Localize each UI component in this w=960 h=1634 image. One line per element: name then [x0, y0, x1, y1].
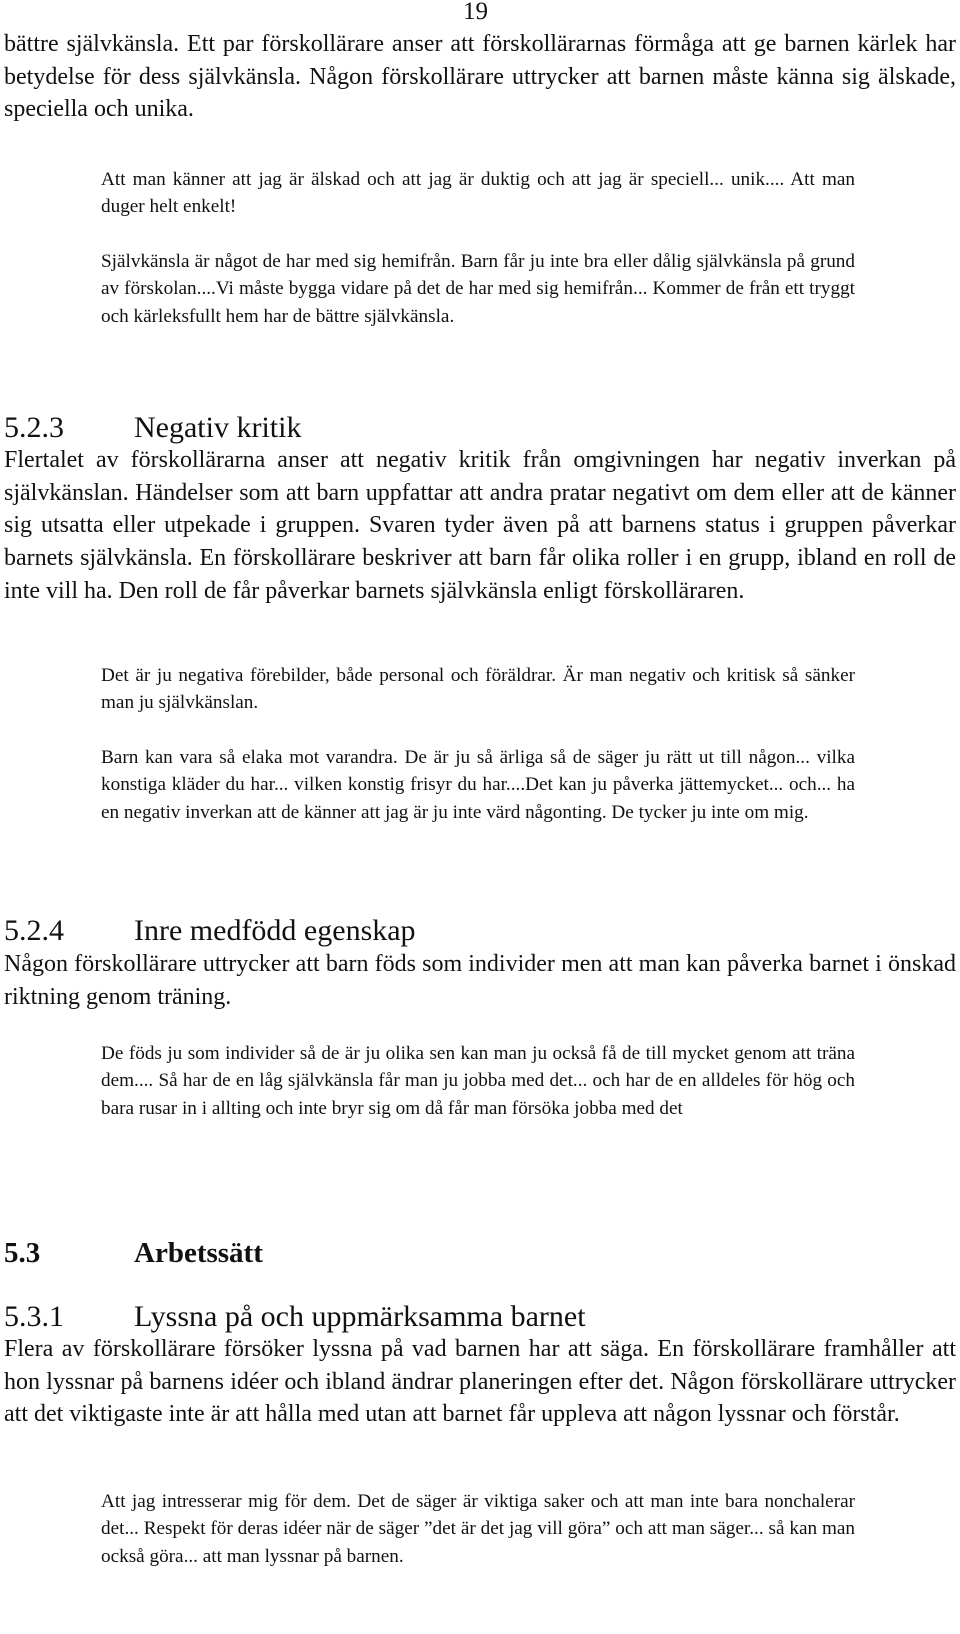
section-number: 5.2.3: [4, 411, 64, 444]
quote-born-as-individuals: De föds ju som individer så de är ju olika sen kan man ju också få de till mycket genom att träna dem.... Så har de en låg självkänsla får man ju jobba med det... och har de en alldeles för hög och bara rusar in i allting och inte bryr sig om då får man försöka jobba med det: [101, 1043, 855, 1119]
section-title: Inre medfödd egenskap: [134, 914, 416, 947]
section-heading-inre-medfodd-egenskap: [4, 914, 416, 948]
quote-loved-special: Att man känner att jag är älskad och att jag är duktig och att jag är speciell... unik.... Att man duger helt enkelt!: [101, 169, 855, 218]
section-number: 5.3: [4, 1237, 41, 1269]
paragraph-self-esteem-love: bättre självkänsla. Ett par förskollärare anser att förskollärarnas förmåga att ge barnen kärlek har betydelse för dess självkänsla. Någon förskollärare uttrycker att barnen måste känna sig älskade, speciella och unika.: [4, 31, 956, 123]
paragraph-negative-criticism: Flertalet av förskollärarna anser att negativ kritik från omgivningen har negativ inverkan på självkänslan. Händelser som att barn uppfattar att andra pratar negativt om dem eller att de känner sig utsatta eller utpekade i gruppen. Svaren tyder även på att barnens status i gruppen påverkar barnets självkänsla. En förskollärare beskriver att barn får olika roller i en grupp, ibland en roll de inte vill ha. Den roll de får påverkar barnets självkänsla enligt förskolläraren.: [4, 447, 956, 604]
quote-interest-respect: Att jag intresserar mig för dem. Det de säger är viktiga saker och att man inte bara nonchalerar det... Respekt för deras idéer när de säger ”det är det jag vill göra” och att man säger... så kan man också göra... att man lyssnar på barnen.: [101, 1491, 855, 1567]
quote-children-mean: Barn kan vara så elaka mot varandra. De är ju så ärliga så de säger ju rätt ut till någon... vilka konstiga kläder du har... vilken konstig frisyr du har....Det kan ju påverka jättemycket... och... ha en negativ inverkan att de känner att jag är ju inte värd någonting. De tycker ju inte om mig.: [101, 747, 855, 823]
section-title: Arbetssätt: [134, 1237, 263, 1269]
paragraph-born-individuals: Någon förskollärare uttrycker att barn föds som individer men att man kan påverka barnet i önskad riktning genom träning.: [4, 951, 956, 1010]
quote-negative-role-models: Det är ju negativa förebilder, både personal och föräldrar. Är man negativ och kritisk så sänker man ju självkänslan.: [101, 665, 855, 714]
section-title: Lyssna på och uppmärksamma barnet: [134, 1300, 586, 1333]
section-heading-lyssna: [4, 1300, 586, 1334]
section-number: 5.2.4: [4, 914, 64, 947]
quote-from-home: Självkänsla är något de har med sig hemifrån. Barn får ju inte bra eller dålig självkänsla på grund av förskolan....Vi måste bygga vidare på det de har med sig hemifrån... Kommer de från ett tryggt och kärleksfullt hem har de bättre självkänsla.: [101, 251, 855, 327]
page-number: 19: [463, 0, 488, 25]
section-heading-negativ-kritik: [4, 411, 301, 445]
section-title: Negativ kritik: [134, 411, 302, 444]
section-heading-arbetssatt: [4, 1236, 263, 1270]
section-number: 5.3.1: [4, 1300, 64, 1333]
paragraph-listening: Flera av förskollärare försöker lyssna på vad barnen har att säga. En förskollärare framhåller att hon lyssnar på barnens idéer och ibland ändrar planeringen efter det. Någon förskollärare uttrycker att det viktigaste inte är att hålla med utan att barnet får uppleva att någon lyssnar och förstår.: [4, 1336, 956, 1428]
